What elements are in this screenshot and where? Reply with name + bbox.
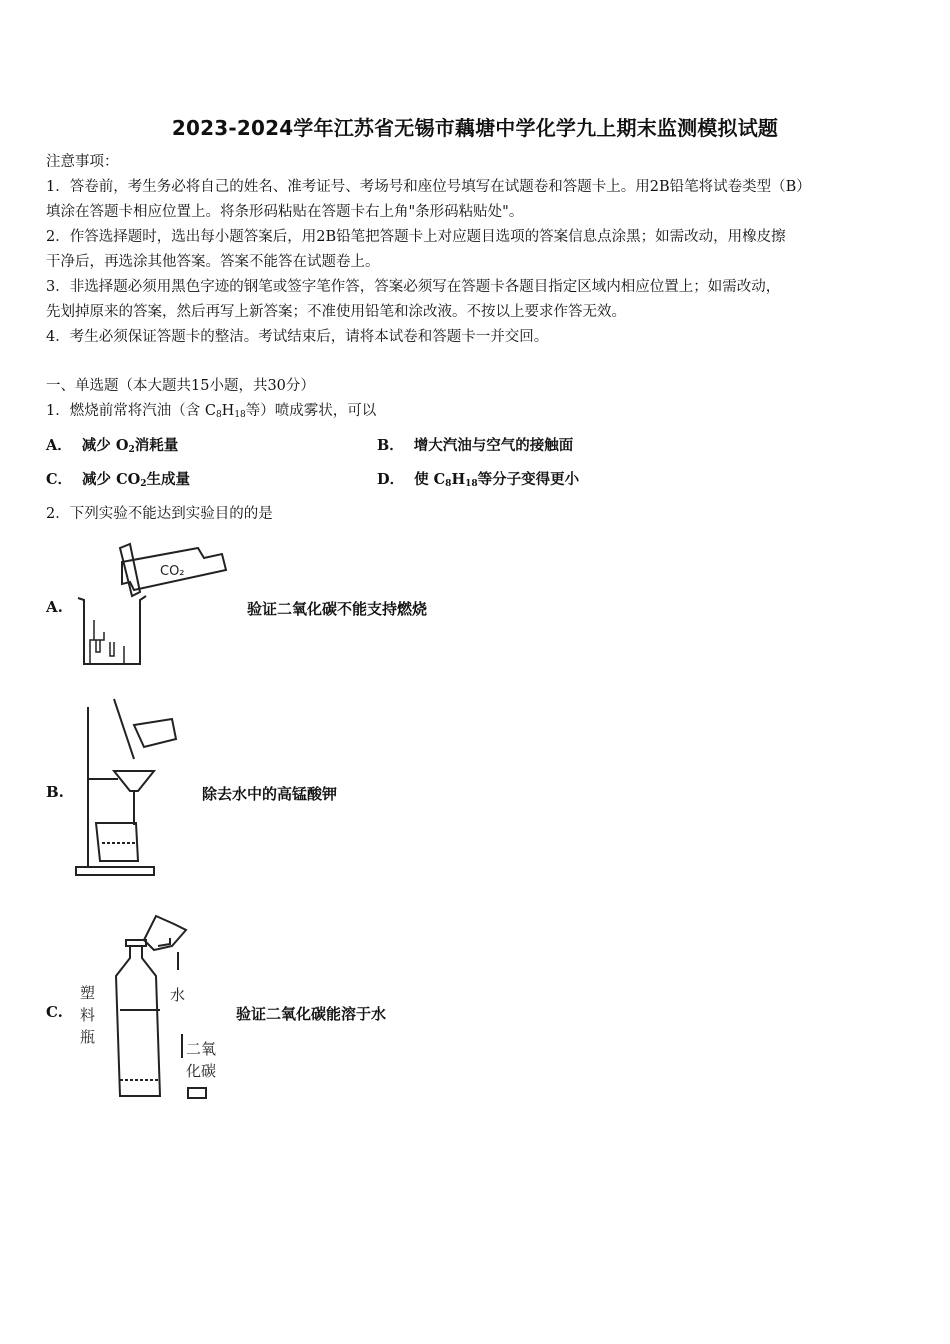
q1-option-c: C． 减少 $CO_2$生成量	[46, 471, 191, 489]
co2-label-2: 化碳	[186, 1062, 217, 1080]
q2-option-b-label: B.	[46, 783, 64, 801]
co2-bottle-label: CO₂	[160, 564, 185, 579]
notice-line: 干净后，再选涂其他答案。答案不能答在试题卷上。	[46, 254, 380, 270]
notice-line: 先划掉原来的答案，然后再写上新答案；不准使用铅笔和涂改液。不按以上要求作答无效。	[46, 304, 626, 320]
q1-option-b: B． 增大汽油与空气的接触面	[377, 437, 574, 454]
co2-label-1: 二氧	[186, 1040, 217, 1058]
water-label: 水	[170, 986, 186, 1004]
section-heading: 一、单选题（本大题共15小题，共30分）	[46, 378, 315, 394]
co2-candle-beaker-diagram	[74, 540, 234, 665]
notice-line: 3．非选择题必须用黑色字迹的钢笔或签字笔作答，答案必须写在答题卡各题目指定区域内相应位置上；如需改动，	[46, 279, 781, 295]
bottle-label-2: 料	[80, 1006, 96, 1024]
notice-line: 4．考生必须保证答题卡的整洁。考试结束后，请将本试卷和答题卡一并交回。	[46, 329, 549, 345]
bottle-label-3: 瓶	[80, 1028, 96, 1046]
notice-line: 2．作答选择题时，选出每小题答案后，用2B铅笔把答题卡上对应题目选项的答案信息点涂黑；如需改动，用橡皮擦	[46, 229, 786, 245]
filtration-diagram	[72, 695, 182, 880]
notice-heading: 注意事项：	[46, 154, 119, 170]
question-2-stem: 2．下列实验不能达到实验目的的是	[46, 506, 273, 522]
notice-line: 1．答卷前，考生务必将自己的姓名、准考证号、考场号和座位号填写在试题卷和答题卡上。用2B铅笔将试卷类型（B）	[46, 179, 811, 195]
bottle-label-1: 塑	[80, 984, 96, 1002]
plastic-bottle-co2-diagram	[74, 910, 234, 1102]
q2-option-b-caption: 除去水中的高锰酸钾	[202, 785, 338, 803]
q1-option-a: A． 减少 $O_2$消耗量	[46, 437, 179, 455]
notice-line: 填涂在答题卡相应位置上。将条形码粘贴在答题卡右上角"条形码粘贴处"。	[46, 204, 524, 220]
q2-option-c-caption: 验证二氧化碳能溶于水	[236, 1005, 387, 1023]
q2-option-c-label: C.	[46, 1003, 63, 1021]
q2-option-a-label: A.	[46, 598, 63, 616]
question-1-stem: 1．燃烧前常将汽油（含 $C_8H_{18}$等）喷成雾状，可以	[46, 403, 377, 420]
q2-option-a-caption: 验证二氧化碳不能支持燃烧	[247, 600, 428, 618]
page-title: 2023-2024学年江苏省无锡市藕塘中学化学九上期末监测模拟试题	[171, 116, 779, 140]
q1-option-d: D． 使 $C_8H_{18}$等分子变得更小	[377, 471, 580, 489]
